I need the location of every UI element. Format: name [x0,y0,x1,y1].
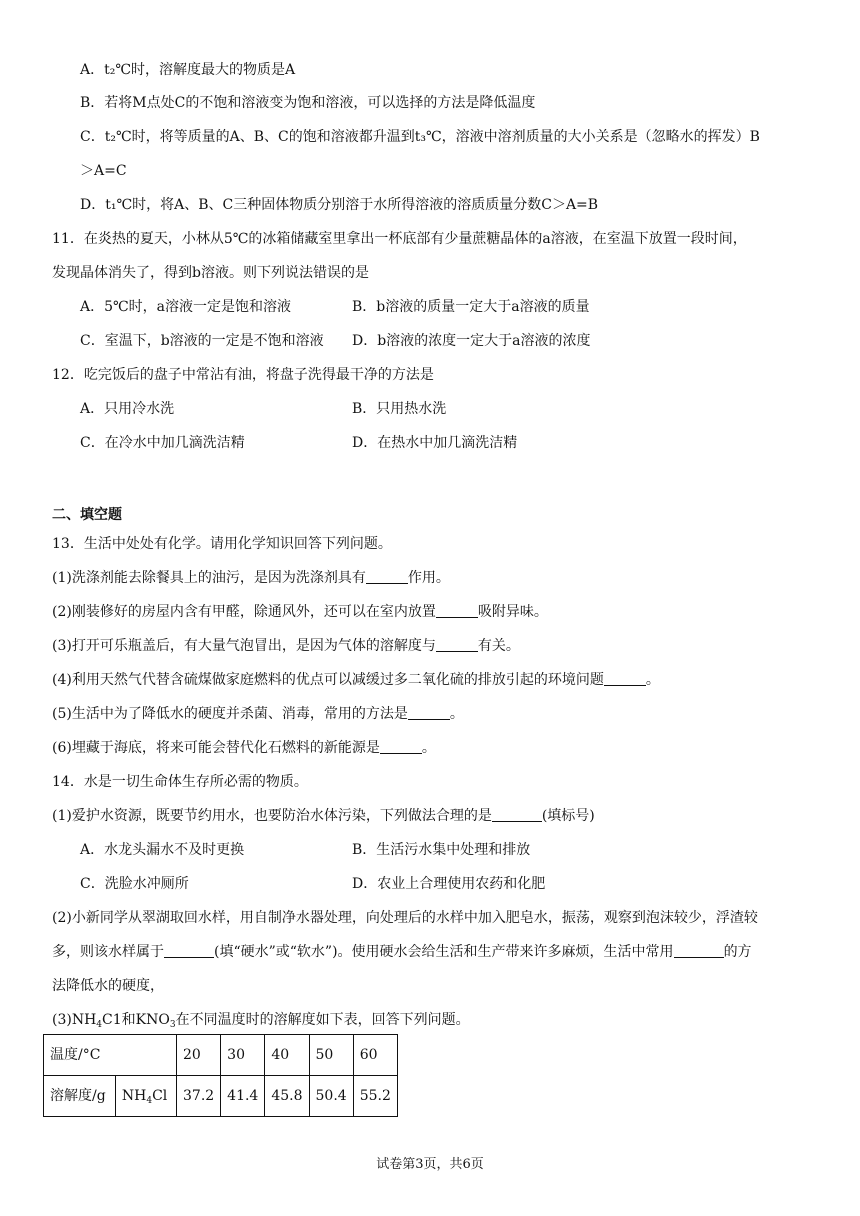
table-header-temp: 温度/°C [44,1035,177,1076]
q13-part4: (4)利用天然气代替含硫煤做家庭燃料的优点可以减缓过多二氧化硫的排放引起的环境问题 。 [52,672,660,688]
table-cell: 55.2 [353,1076,397,1117]
table-substance: $NH_4Cl$ [115,1076,176,1117]
q10-option-d: D．t₁℃时，将A、B、C三种固体物质分别溶于水所得溶液的溶质质量分数C＞A=B [80,197,599,213]
q12-option-b: B．只用热水洗 [352,401,447,417]
table-cell: 50.4 [309,1076,353,1117]
q14-part2-line3: 法降低水的硬度， [52,978,164,994]
table-cell: 37.2 [177,1076,221,1117]
table-cell: 45.8 [265,1076,309,1117]
q11-option-d: D．b溶液的浓度一定大于a溶液的浓度 [352,333,591,349]
q13-part5: (5)生活中为了降低水的硬度并杀菌、消毒，常用的方法是 。 [52,706,464,722]
q13-stem: 13．生活中处处有化学。请用化学知识回答下列问题。 [52,536,392,552]
q14-stem: 14．水是一切生命体生存所必需的物质。 [52,774,308,790]
table-cell: 60 [353,1035,397,1076]
q13-part3: (3)打开可乐瓶盖后，有大量气泡冒出，是因为气体的溶解度与 有关。 [52,638,520,654]
q14-option-c: C．洗脸水冲厕所 [80,876,189,892]
q13-part1: (1)洗涤剂能去除餐具上的油污，是因为洗涤剂具有 作用。 [52,570,450,586]
q14-option-a: A．水龙头漏水不及时更换 [80,842,245,858]
q12-option-a: A．只用冷水洗 [80,401,175,417]
q14-option-b: B．生活污水集中处理和排放 [352,842,531,858]
q12-option-d: D．在热水中加几滴洗洁精 [352,435,518,451]
table-cell: 30 [221,1035,265,1076]
table-row [44,1035,398,1076]
q14-part3: $(3)NH_4C1$和$KNO_3$在不同温度时的溶解度如下表，回答下列问题。 [52,1012,470,1030]
q11-option-c: C．室温下，b溶液的一定是不饱和溶液 [80,333,324,349]
q11-option-a: A．5℃时，a溶液一定是饱和溶液 [80,299,292,315]
answer-blank[interactable] [164,943,214,958]
q12-stem: 12．吃完饭后的盘子中常沾有油，将盘子洗得最干净的方法是 [52,367,434,383]
q14-part2-line1: (2)小新同学从翠湖取回水样，用自制净水器处理，向处理后的水样中加入肥皂水，振荡，观察到泡沫较少，浮渣较 [52,910,758,926]
answer-blank[interactable] [408,705,450,720]
answer-blank[interactable] [436,637,478,652]
q10-option-c-line2: ＞A=C [80,163,127,179]
answer-blank[interactable] [604,671,646,686]
table-cell: 41.4 [221,1076,265,1117]
answer-blank[interactable] [674,943,724,958]
q10-option-a: A．t₂℃时，溶解度最大的物质是A [80,62,296,78]
q10-option-b: B．若将M点处C的不饱和溶液变为饱和溶液，可以选择的方法是降低温度 [80,95,536,111]
q13-part2: (2)刚装修好的房屋内含有甲醛，除通风外，还可以在室内放置 吸附异味。 [52,604,548,620]
q14-part1: (1)爱护水资源，既要节约用水，也要防治水体污染，下列做法合理的是 (填标号) [52,808,595,824]
table-header-solubility: 溶解度/g [44,1076,116,1117]
solubility-table [43,1034,398,1117]
q13-part6: (6)埋藏于海底，将来可能会替代化石燃料的新能源是 。 [52,740,436,756]
q11-option-b: B．b溶液的质量一定大于a溶液的质量 [352,299,590,315]
q14-option-d: D．农业上合理使用农药和化肥 [352,876,546,892]
page-footer: 试卷第3页，共6页 [376,1157,484,1172]
q12-option-c: C．在冷水中加几滴洗洁精 [80,435,245,451]
answer-blank[interactable] [366,569,408,584]
answer-blank[interactable] [492,807,542,822]
table-row [44,1076,398,1117]
answer-blank[interactable] [436,603,478,618]
q14-part2-line2: 多，则该水样属于 (填“硬水”或“软水”)。使用硬水会给生活和生产带来许多麻烦，生活中常用 的方 [52,944,752,960]
q11-stem-line2: 发现晶体消失了，得到b溶液。则下列说法错误的是 [52,265,369,281]
q11-stem-line1: 11．在炎热的夏天，小林从5℃的冰箱储藏室里拿出一杯底部有少量蔗糖晶体的a溶液，在室温下放置一段时间， [52,231,747,247]
table-cell: 20 [177,1035,221,1076]
table-cell: 50 [309,1035,353,1076]
q10-option-c-line1: C．t₂℃时，将等质量的A、B、C的饱和溶液都升温到t₃℃，溶液中溶剂质量的大小关系是（忽略水的挥发）B [80,129,760,145]
section-heading-fill-in: 二、填空题 [52,507,122,523]
table-cell: 40 [265,1035,309,1076]
answer-blank[interactable] [380,739,422,754]
